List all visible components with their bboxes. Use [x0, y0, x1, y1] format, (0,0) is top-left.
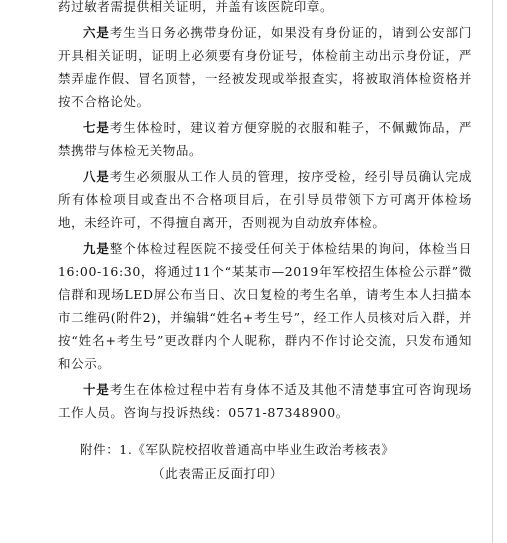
item-6-lead: 六是: [83, 25, 110, 40]
page-edge-divider: [492, 0, 493, 543]
item-10-text: 考生在体检过程中若有身体不适及其他不清楚事宜可咨询现场工作人员。咨询与投诉热线：0571-87348900。: [58, 382, 473, 420]
item-9-lead: 九是: [83, 241, 110, 256]
paragraph-item-9: [58, 237, 472, 375]
item-7-lead: 七是: [83, 120, 110, 135]
attachment-line: 附件：1.《军队院校招收普通高中毕业生政治考核表》: [80, 442, 395, 457]
paragraph-item-8: [58, 165, 472, 234]
paragraph-intro-tail: [58, 0, 472, 18]
attachment-note: （此表需正反面打印）: [152, 466, 284, 481]
item-7-text: 考生体检时，建议着方便穿脱的衣服和鞋子，不佩戴饰品，严禁携带与体检无关物品。: [58, 120, 473, 158]
item-9-text: 整个体检过程医院不接受任何关于体检结果的询问，体检当日16:00-16:30，将通过11个“某某市—2019年军校招生体检公示群”微信群和现场LED屏公布当日、次日复检的考生名单，请考生本人扫描本市二维码(附件2)，并编辑“姓名+考生号”，经工作人员核对后入群，并按“姓名+考生号”更改群内个人昵称，群内不作讨论交流，只发布通知和公示。: [58, 241, 473, 371]
paragraph-item-7: [58, 116, 472, 162]
paragraph-item-10: [58, 378, 472, 424]
document-body: [58, 0, 472, 486]
item-8-lead: 八是: [83, 169, 110, 184]
intro-tail-text: 药过敏者需提供相关证明，并盖有该医院印章。: [58, 0, 334, 14]
item-10-lead: 十是: [83, 382, 110, 397]
item-8-text: 考生必须服从工作人员的管理，按序受检，经引导员确认完成所有体检项目或查出不合格项目后，在引导员带领下方可离开体检场地，未经许可，不得擅自离开，否则视为自动放弃体检。: [58, 169, 473, 230]
attachment-block: [58, 438, 472, 486]
item-6-text: 考生当日务必携带身份证，如果没有身份证的，请到公安部门开具相关证明，证明上必须要有身份证号，体检前主动出示身份证，严禁弄虚作假、冒名顶替，一经被发现或举报查实，将被取消体检资格并按不合格论处。: [58, 25, 473, 109]
paragraph-item-6: [58, 21, 472, 113]
